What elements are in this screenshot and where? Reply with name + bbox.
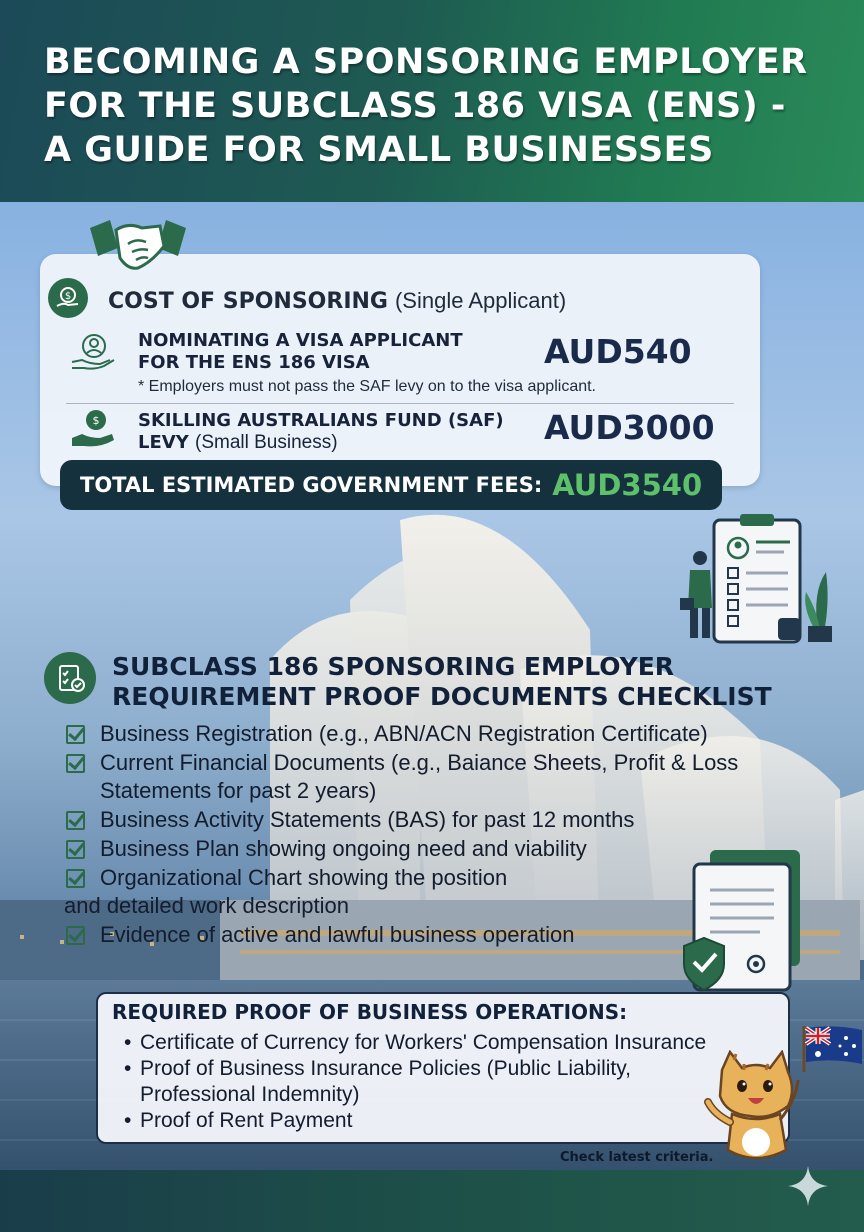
- checklist-title-line-1: SUBCLASS 186 SPONSORING EMPLOYER: [112, 652, 675, 681]
- title-line-3: A GUIDE FOR SMALL BUSINESSES: [44, 130, 714, 170]
- checklist-icon: [44, 652, 96, 704]
- checklist-item: Business Activity Statements (BAS) for past 12 months: [64, 806, 738, 834]
- footer-bar: [0, 1170, 864, 1232]
- checklist-item: Organizational Chart showing the position and detailed work description: [64, 865, 508, 918]
- proof-item: • Certificate of Currency for Workers' Compensation Insurance: [124, 1030, 706, 1056]
- documents-shield-illustration: [670, 846, 820, 996]
- sparkle-icon: [786, 1164, 830, 1208]
- person-in-hand-icon: [70, 332, 116, 372]
- nomination-label: [138, 330, 463, 374]
- coin-in-hand-icon: [70, 408, 116, 448]
- checkbox-checked-icon: [66, 926, 85, 945]
- svg-text:$: $: [92, 414, 100, 427]
- cat-mascot-illustration: [700, 1050, 810, 1168]
- title-line-1: BECOMING A SPONSORING EMPLOYER: [44, 42, 808, 82]
- checkbox-checked-icon: [66, 725, 85, 744]
- saf-amount: AUD3000: [544, 408, 715, 447]
- svg-text:$: $: [64, 291, 72, 302]
- handshake-icon: [88, 214, 188, 276]
- money-circle-icon: [48, 278, 88, 318]
- saf-label-line-2: LEVY: [138, 432, 189, 453]
- total-fees-value: AUD3540: [552, 468, 703, 502]
- proof-list: [124, 1030, 706, 1134]
- header-banner: [0, 0, 864, 202]
- checklist-item: Business Registration (e.g., ABN/ACN Registration Certificate): [64, 720, 738, 748]
- cost-divider: [66, 403, 734, 404]
- cost-title-sub: (Single Applicant): [394, 288, 567, 313]
- saf-label-sub: (Small Business): [195, 432, 338, 453]
- checklist: [64, 720, 738, 950]
- saf-label: [138, 410, 504, 454]
- clipboard-person-illustration: [678, 512, 838, 647]
- nomination-amount: AUD540: [544, 332, 692, 371]
- proof-item: • Proof of Business Insurance Policies (Public Liability, Professional Indemnity): [124, 1056, 706, 1108]
- checkbox-checked-icon: [66, 840, 85, 859]
- saf-note: * Employers must not pass the SAF levy on to the visa applicant.: [138, 378, 596, 395]
- cost-title: [108, 288, 566, 314]
- checklist-item: Business Plan showing ongoing need and viability: [64, 835, 738, 863]
- proof-title: REQUIRED PROOF OF BUSINESS OPERATIONS:: [112, 1000, 628, 1024]
- checklist-title: [112, 652, 812, 712]
- checkbox-checked-icon: [66, 811, 85, 830]
- checklist-item: Evidence of active and lawful business operation: [64, 921, 738, 949]
- proof-item: • Proof of Rent Payment: [124, 1108, 706, 1134]
- nomination-label-line-2: FOR THE ENS 186 VISA: [138, 352, 370, 373]
- checkbox-checked-icon: [66, 869, 85, 888]
- cost-title-main: COST OF SPONSORING: [108, 289, 388, 314]
- title-line-2: FOR THE SUBCLASS 186 VISA (ENS) -: [44, 86, 786, 126]
- total-fees-bar: [60, 460, 722, 510]
- nomination-label-line-1: NOMINATING A VISA APPLICANT: [138, 330, 463, 351]
- saf-label-line-1: SKILLING AUSTRALIANS FUND (SAF): [138, 410, 504, 431]
- checkbox-checked-icon: [66, 754, 85, 773]
- checklist-title-line-2: REQUIREMENT PROOF DOCUMENTS CHECKLIST: [112, 682, 772, 711]
- footer-note: Check latest criteria.: [560, 1150, 714, 1165]
- total-fees-label: TOTAL ESTIMATED GOVERNMENT FEES:: [80, 473, 543, 497]
- checklist-item: Current Financial Documents (e.g., Baiance Sheets, Profit & Loss Statements for past 2 years): [64, 749, 738, 805]
- page-title: [44, 40, 844, 172]
